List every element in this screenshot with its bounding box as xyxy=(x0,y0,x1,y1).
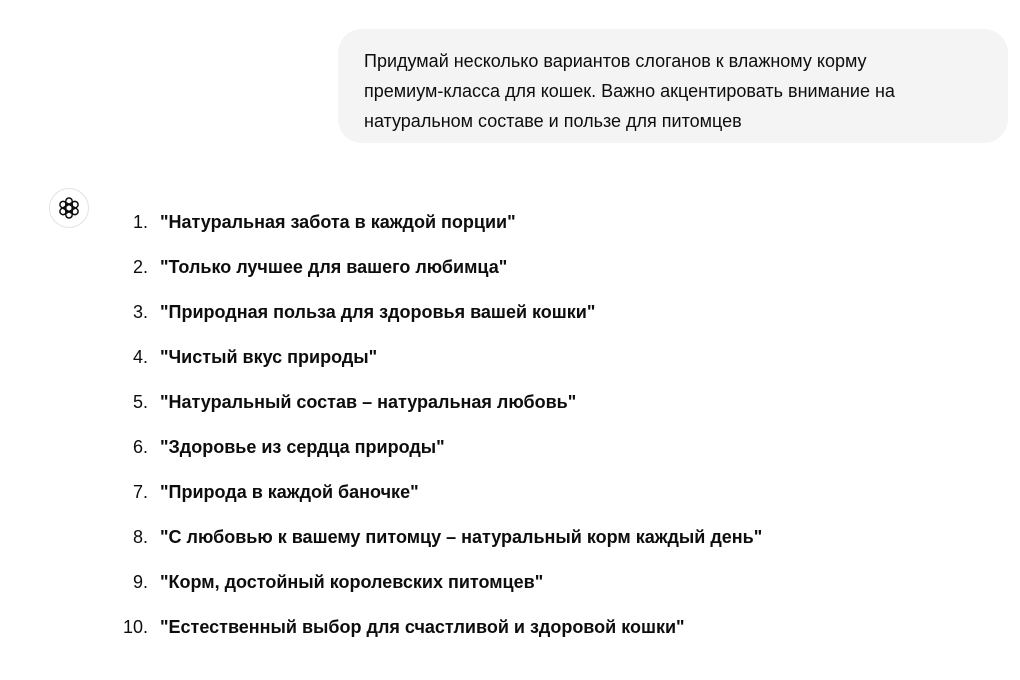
list-item xyxy=(110,515,990,560)
openai-logo-icon xyxy=(57,196,81,220)
list-item xyxy=(110,425,990,470)
list-item xyxy=(110,605,990,650)
list-number: 9. xyxy=(132,572,148,592)
list-item xyxy=(110,335,990,380)
list-number: 8. xyxy=(132,527,148,547)
user-message-bubble xyxy=(338,29,1008,143)
list-item xyxy=(110,380,990,425)
slogan-text: "Природа в каждой баночке" xyxy=(160,482,419,502)
slogan-text: "Здоровье из сердца природы" xyxy=(160,437,445,457)
slogan-text: "Натуральный состав – натуральная любовь" xyxy=(160,392,577,412)
list-number: 2. xyxy=(132,257,148,277)
user-message-line: премиум-класса для кошек. Важно акцентировать внимание на xyxy=(364,81,895,101)
list-number: 6. xyxy=(132,437,148,457)
slogan-text: "Природная польза для здоровья вашей кошки" xyxy=(160,302,596,322)
list-item xyxy=(110,290,990,335)
list-number: 4. xyxy=(132,347,148,367)
slogan-text: "Естественный выбор для счастливой и здоровой кошки" xyxy=(160,617,685,637)
list-number: 1. xyxy=(132,212,148,232)
slogan-text: "Только лучшее для вашего любимца" xyxy=(160,257,508,277)
assistant-avatar xyxy=(49,188,89,228)
slogan-text: "С любовью к вашему питомцу – натуральный корм каждый день" xyxy=(160,527,763,547)
list-number: 7. xyxy=(132,482,148,502)
slogan-text: "Корм, достойный королевских питомцев" xyxy=(160,572,544,592)
list-number: 3. xyxy=(132,302,148,322)
list-item xyxy=(110,200,990,245)
user-message-line: натуральном составе и пользе для питомцев xyxy=(364,111,742,131)
slogan-text: "Натуральная забота в каждой порции" xyxy=(160,212,516,232)
list-number: 10. xyxy=(122,617,148,637)
list-item xyxy=(110,560,990,605)
list-item xyxy=(110,245,990,290)
list-item xyxy=(110,470,990,515)
list-number: 5. xyxy=(132,392,148,412)
slogan-text: "Чистый вкус природы" xyxy=(160,347,378,367)
user-message-line: Придумай несколько вариантов слоганов к влажному корму xyxy=(364,51,867,71)
slogan-list xyxy=(110,200,990,650)
